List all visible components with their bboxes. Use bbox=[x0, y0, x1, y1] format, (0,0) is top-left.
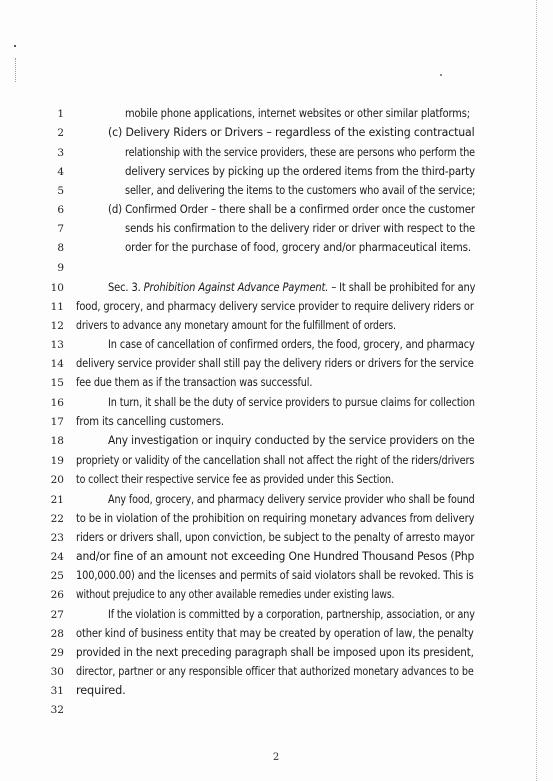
text-line bbox=[0, 431, 553, 451]
line-text: director, partner or any responsible officer that authorized monetary advances to be bbox=[76, 665, 474, 678]
line-text: riders or drivers shall, upon conviction, be subject to the penalty of arresto mayor bbox=[76, 531, 475, 544]
text-line bbox=[0, 643, 553, 663]
line-number: 2 bbox=[57, 127, 64, 139]
line-number: 13 bbox=[50, 339, 64, 351]
text-line bbox=[0, 528, 553, 548]
line-number: 21 bbox=[50, 494, 64, 506]
line-number: 18 bbox=[50, 435, 64, 447]
line-number: 20 bbox=[50, 474, 64, 486]
section-title: Prohibition Against Advance Payment. bbox=[143, 281, 329, 294]
scan-speck bbox=[440, 74, 442, 76]
line-text: delivery services by picking up the ordered items from the third-party bbox=[125, 165, 475, 178]
line-text: If the violation is committed by a corporation, partnership, association, or any bbox=[108, 608, 475, 621]
line-text: mobile phone applications, internet websites or other similar platforms; bbox=[125, 107, 470, 120]
line-text: – It shall be prohibited for any bbox=[328, 281, 476, 294]
line-text: without prejudice to any other available remedies under existing laws. bbox=[76, 588, 395, 601]
text-line bbox=[0, 624, 553, 644]
line-text: drivers to advance any monetary amount for the fulfillment of orders. bbox=[76, 319, 396, 332]
line-text: Any food, grocery, and pharmacy delivery service provider who shall be found bbox=[108, 493, 475, 506]
line-number: 3 bbox=[57, 147, 64, 159]
text-line bbox=[0, 662, 553, 682]
line-number: 12 bbox=[50, 320, 64, 332]
line-number: 17 bbox=[50, 416, 64, 428]
line-number: 9 bbox=[57, 262, 64, 274]
line-text: provided in the next preceding paragraph shall be imposed upon its president, bbox=[76, 646, 474, 659]
text-line bbox=[0, 509, 553, 529]
line-text: order for the purchase of food, grocery and/or pharmaceutical items. bbox=[125, 241, 471, 254]
text-line bbox=[0, 373, 553, 393]
line-number: 7 bbox=[57, 223, 64, 235]
text-line bbox=[0, 104, 553, 124]
line-number: 32 bbox=[50, 704, 64, 716]
line-text: to be in violation of the prohibition on requiring monetary advances from delivery bbox=[76, 512, 475, 525]
line-number: 15 bbox=[50, 377, 64, 389]
text-line bbox=[0, 162, 553, 182]
line-number: 29 bbox=[50, 647, 64, 659]
text-line bbox=[0, 490, 553, 510]
text-line bbox=[0, 219, 553, 239]
scan-speck bbox=[14, 45, 16, 47]
text-line bbox=[0, 412, 553, 432]
line-text: propriety or validity of the cancellation shall not affect the right of the riders/drivers bbox=[76, 454, 475, 467]
page-number: 2 bbox=[272, 752, 280, 763]
text-line bbox=[0, 566, 553, 586]
line-number: 25 bbox=[50, 570, 64, 582]
line-text: to collect their respective service fee as provided under this Section. bbox=[76, 473, 394, 486]
scan-mark bbox=[15, 58, 16, 82]
line-number: 28 bbox=[50, 628, 64, 640]
text-line bbox=[0, 605, 553, 625]
line-number: 22 bbox=[50, 513, 64, 525]
line-text: from its cancelling customers. bbox=[76, 415, 224, 428]
line-text: seller, and delivering the items to the customers who avail of the service; bbox=[125, 184, 476, 197]
text-line bbox=[0, 470, 553, 490]
line-number: 16 bbox=[50, 397, 64, 409]
text-line bbox=[0, 547, 553, 567]
text-line bbox=[0, 238, 553, 258]
line-number: 1 bbox=[57, 108, 64, 120]
text-line bbox=[0, 354, 553, 374]
section-heading-line bbox=[108, 278, 475, 298]
line-text: and/or fine of an amount not exceeding One Hundred Thousand Pesos (Php bbox=[76, 550, 475, 563]
line-number: 14 bbox=[50, 358, 64, 370]
text-line bbox=[0, 335, 553, 355]
text-line bbox=[0, 585, 553, 605]
line-number: 4 bbox=[57, 166, 64, 178]
section-number: Sec. 3. bbox=[108, 281, 141, 294]
text-line bbox=[0, 700, 553, 720]
line-number: 19 bbox=[50, 455, 64, 467]
line-text: fee due them as if the transaction was successful. bbox=[76, 376, 313, 389]
text-line bbox=[0, 451, 553, 471]
text-line bbox=[0, 200, 553, 220]
line-number: 10 bbox=[50, 282, 64, 294]
line-number: 11 bbox=[50, 301, 64, 313]
line-number: 27 bbox=[50, 609, 64, 621]
line-number: 26 bbox=[50, 589, 64, 601]
line-text: required. bbox=[76, 684, 126, 697]
text-line bbox=[0, 316, 553, 336]
line-text: (c) Delivery Riders or Drivers – regardless of the existing contractual bbox=[108, 126, 475, 139]
line-text: (d) Confirmed Order – there shall be a confirmed order once the customer bbox=[108, 203, 475, 216]
line-number: 24 bbox=[50, 551, 64, 563]
line-number: 23 bbox=[50, 532, 64, 544]
text-line bbox=[0, 143, 553, 163]
line-number: 31 bbox=[50, 685, 64, 697]
text-line bbox=[0, 258, 553, 278]
line-text: Any investigation or inquiry conducted by the service providers on the bbox=[108, 434, 475, 447]
line-text: food, grocery, and pharmacy delivery service provider to require delivery riders or bbox=[76, 300, 474, 313]
text-line bbox=[0, 681, 553, 701]
line-text: other kind of business entity that may be created by operation of law, the penalty bbox=[76, 627, 474, 640]
text-line bbox=[0, 393, 553, 413]
line-text: In case of cancellation of confirmed orders, the food, grocery, and pharmacy bbox=[108, 338, 475, 351]
text-line bbox=[0, 181, 553, 201]
text-line bbox=[0, 278, 553, 298]
line-text: delivery service provider shall still pay the delivery riders or drivers for the service bbox=[76, 357, 474, 370]
line-text: relationship with the service providers, these are persons who perform the bbox=[125, 146, 475, 159]
line-text: 100,000.00) and the licenses and permits of said violators shall be revoked. This is bbox=[76, 569, 474, 582]
line-number: 5 bbox=[57, 185, 64, 197]
line-text: sends his confirmation to the delivery rider or driver with respect to the bbox=[125, 222, 476, 235]
text-line bbox=[0, 123, 553, 143]
line-number: 6 bbox=[57, 204, 64, 216]
text-line bbox=[0, 297, 553, 317]
line-text: In turn, it shall be the duty of service providers to pursue claims for collection bbox=[108, 396, 475, 409]
line-number: 30 bbox=[50, 666, 64, 678]
line-number: 8 bbox=[57, 242, 64, 254]
